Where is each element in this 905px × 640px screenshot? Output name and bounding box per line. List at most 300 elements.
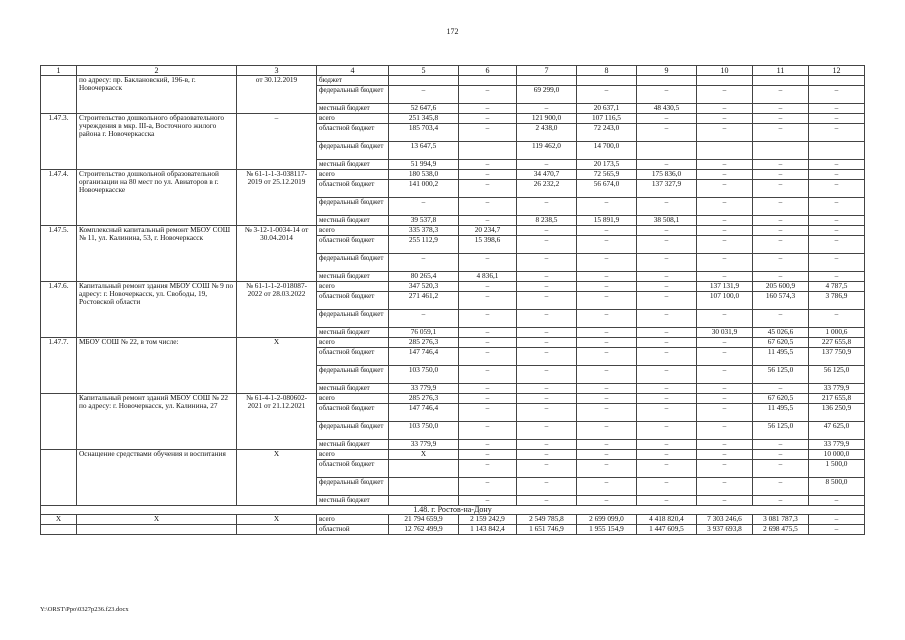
- amount-cell: –: [389, 310, 459, 328]
- amount-cell: –: [697, 394, 753, 404]
- object-name: МБОУ СОШ № 22, в том числе:: [77, 338, 237, 394]
- amount-cell: [637, 142, 697, 160]
- amount-cell: –: [697, 104, 753, 114]
- amount-cell: –: [637, 440, 697, 450]
- amount-cell: 1 500,0: [809, 460, 865, 478]
- amount-cell: –: [577, 478, 637, 496]
- amount-cell: 103 750,0: [389, 422, 459, 440]
- amount-cell: –: [697, 460, 753, 478]
- object-name: Капитальный ремонт зданий МБОУ СОШ № 22 по адресу: г. Новочеркасск, ул. Калинина, 27: [77, 394, 237, 450]
- document-ref: № 61-1-1-3-038117-2019 от 25.12.2019: [237, 170, 317, 226]
- amount-cell: 21 794 659,9: [389, 515, 459, 525]
- amount-cell: 160 574,3: [753, 292, 809, 310]
- amount-cell: –: [459, 384, 517, 394]
- amount-cell: –: [753, 216, 809, 226]
- item-number: 1.47.4.: [41, 170, 77, 226]
- amount-cell: 136 250,9: [809, 404, 865, 422]
- header-row: [41, 66, 865, 76]
- amount-cell: –: [753, 384, 809, 394]
- amount-cell: 51 994,9: [389, 160, 459, 170]
- amount-cell: –: [517, 328, 577, 338]
- object-name: Капитальный ремонт здания МБОУ СОШ № 9 по адресу: г. Новочеркасск, ул. Свободы, 19, Ростовской области: [77, 282, 237, 338]
- amount-cell: 38 508,1: [637, 216, 697, 226]
- funding-source: местный бюджет: [317, 216, 389, 226]
- amount-cell: –: [637, 160, 697, 170]
- amount-cell: –: [577, 254, 637, 272]
- amount-cell: –: [577, 328, 637, 338]
- funding-source: федеральный бюджет: [317, 86, 389, 104]
- amount-cell: 217 655,8: [809, 394, 865, 404]
- amount-cell: 39 537,8: [389, 216, 459, 226]
- funding-source: всего: [317, 515, 389, 525]
- amount-cell: –: [809, 515, 865, 525]
- funding-source: областной бюджет: [317, 348, 389, 366]
- amount-cell: –: [577, 310, 637, 328]
- amount-cell: 13 647,5: [389, 142, 459, 160]
- amount-cell: 20 637,1: [577, 104, 637, 114]
- page-number: 172: [446, 27, 459, 36]
- funding-source: федеральный бюджет: [317, 478, 389, 496]
- funding-source: областной бюджет: [317, 180, 389, 198]
- amount-cell: –: [459, 460, 517, 478]
- table-row: [41, 114, 865, 124]
- amount-cell: –: [637, 226, 697, 236]
- amount-cell: 80 265,4: [389, 272, 459, 282]
- amount-cell: –: [753, 104, 809, 114]
- amount-cell: 227 655,8: [809, 338, 865, 348]
- amount-cell: 26 232,2: [517, 180, 577, 198]
- amount-cell: –: [517, 104, 577, 114]
- amount-cell: –: [577, 366, 637, 384]
- amount-cell: –: [753, 440, 809, 450]
- amount-cell: [77, 525, 237, 535]
- amount-cell: 2 159 242,9: [459, 515, 517, 525]
- amount-cell: –: [697, 450, 753, 460]
- col-header: 6: [459, 66, 517, 76]
- amount-cell: [577, 76, 637, 86]
- amount-cell: 2 698 475,5: [753, 525, 809, 535]
- amount-cell: 7 303 246,6: [697, 515, 753, 525]
- table-row: [41, 76, 865, 86]
- amount-cell: –: [697, 180, 753, 198]
- amount-cell: –: [697, 404, 753, 422]
- amount-cell: –: [753, 236, 809, 254]
- amount-cell: –: [697, 496, 753, 506]
- amount-cell: –: [389, 198, 459, 216]
- funding-source: местный бюджет: [317, 440, 389, 450]
- amount-cell: [459, 76, 517, 86]
- amount-cell: –: [459, 440, 517, 450]
- amount-cell: X: [41, 515, 77, 525]
- amount-cell: 107 116,5: [577, 114, 637, 124]
- amount-cell: 67 620,5: [753, 338, 809, 348]
- amount-cell: 11 495,5: [753, 404, 809, 422]
- funding-source: местный бюджет: [317, 272, 389, 282]
- amount-cell: –: [697, 338, 753, 348]
- amount-cell: –: [637, 394, 697, 404]
- table-row: [41, 226, 865, 236]
- document-ref: X: [237, 450, 317, 506]
- amount-cell: –: [577, 460, 637, 478]
- amount-cell: –: [459, 328, 517, 338]
- amount-cell: –: [637, 496, 697, 506]
- amount-cell: –: [459, 254, 517, 272]
- amount-cell: –: [809, 254, 865, 272]
- amount-cell: 180 538,0: [389, 170, 459, 180]
- amount-cell: –: [577, 450, 637, 460]
- amount-cell: –: [517, 384, 577, 394]
- amount-cell: 4 787,5: [809, 282, 865, 292]
- amount-cell: –: [697, 272, 753, 282]
- amount-cell: [389, 76, 459, 86]
- amount-cell: –: [517, 478, 577, 496]
- amount-cell: 56 125,0: [809, 366, 865, 384]
- amount-cell: –: [697, 254, 753, 272]
- amount-cell: [237, 525, 317, 535]
- amount-cell: –: [637, 422, 697, 440]
- amount-cell: 3 937 693,8: [697, 525, 753, 535]
- amount-cell: –: [517, 366, 577, 384]
- col-header: 12: [809, 66, 865, 76]
- amount-cell: –: [753, 198, 809, 216]
- item-number: 1.47.7.: [41, 338, 77, 394]
- section-title: 1.48. г. Ростов-на-Дону: [41, 506, 865, 515]
- object-name: Строительство дошкольного образовательного учреждения в мкр. III-а, Восточного жилого района г. Новочеркасска: [77, 114, 237, 170]
- amount-cell: 56 674,0: [577, 180, 637, 198]
- amount-cell: –: [517, 348, 577, 366]
- amount-cell: –: [517, 198, 577, 216]
- amount-cell: 72 565,9: [577, 170, 637, 180]
- item-number: 1.47.5.: [41, 226, 77, 282]
- amount-cell: –: [459, 366, 517, 384]
- amount-cell: [41, 525, 77, 535]
- amount-cell: –: [459, 310, 517, 328]
- amount-cell: –: [697, 114, 753, 124]
- amount-cell: –: [517, 496, 577, 506]
- amount-cell: 107 100,0: [697, 292, 753, 310]
- amount-cell: 3 786,9: [809, 292, 865, 310]
- amount-cell: –: [459, 292, 517, 310]
- amount-cell: 4 836,1: [459, 272, 517, 282]
- amount-cell: –: [809, 86, 865, 104]
- amount-cell: 251 345,8: [389, 114, 459, 124]
- object-name: Оснащение средствами обучения и воспитания: [77, 450, 237, 506]
- amount-cell: 137 131,9: [697, 282, 753, 292]
- table-row: [41, 525, 865, 535]
- amount-cell: –: [517, 404, 577, 422]
- amount-cell: –: [697, 348, 753, 366]
- amount-cell: –: [809, 198, 865, 216]
- amount-cell: –: [577, 440, 637, 450]
- amount-cell: –: [753, 170, 809, 180]
- amount-cell: [697, 142, 753, 160]
- amount-cell: –: [637, 198, 697, 216]
- amount-cell: –: [637, 310, 697, 328]
- col-header: 11: [753, 66, 809, 76]
- amount-cell: 141 000,2: [389, 180, 459, 198]
- col-header: 7: [517, 66, 577, 76]
- object-name: Комплексный капитальный ремонт МБОУ СОШ № 11, ул. Калинина, 53, г. Новочеркасск: [77, 226, 237, 282]
- amount-cell: 137 327,9: [637, 180, 697, 198]
- amount-cell: –: [809, 160, 865, 170]
- funding-source: местный бюджет: [317, 160, 389, 170]
- amount-cell: –: [697, 124, 753, 142]
- amount-cell: –: [577, 422, 637, 440]
- amount-cell: 147 746,4: [389, 404, 459, 422]
- funding-source: областной бюджет: [317, 404, 389, 422]
- amount-cell: –: [753, 254, 809, 272]
- amount-cell: –: [517, 310, 577, 328]
- amount-cell: –: [697, 384, 753, 394]
- amount-cell: –: [753, 272, 809, 282]
- amount-cell: –: [577, 282, 637, 292]
- funding-source: федеральный бюджет: [317, 142, 389, 160]
- amount-cell: –: [637, 478, 697, 496]
- amount-cell: –: [753, 450, 809, 460]
- amount-cell: –: [809, 272, 865, 282]
- amount-cell: [517, 76, 577, 86]
- amount-cell: –: [637, 366, 697, 384]
- amount-cell: –: [637, 114, 697, 124]
- amount-cell: [697, 76, 753, 86]
- amount-cell: –: [753, 160, 809, 170]
- amount-cell: X: [77, 515, 237, 525]
- table-row: [41, 338, 865, 348]
- amount-cell: 56 125,0: [753, 422, 809, 440]
- amount-cell: –: [753, 478, 809, 496]
- amount-cell: 185 703,4: [389, 124, 459, 142]
- amount-cell: –: [517, 394, 577, 404]
- col-header: 1: [41, 66, 77, 76]
- amount-cell: –: [577, 348, 637, 366]
- document-ref: № 61-1-1-2-018087-2022 от 28.03.2022: [237, 282, 317, 338]
- amount-cell: –: [697, 160, 753, 170]
- funding-source: федеральный бюджет: [317, 198, 389, 216]
- amount-cell: –: [459, 404, 517, 422]
- amount-cell: 33 779,9: [389, 384, 459, 394]
- funding-source: местный бюджет: [317, 496, 389, 506]
- amount-cell: 147 746,4: [389, 348, 459, 366]
- amount-cell: 56 125,0: [753, 366, 809, 384]
- amount-cell: [637, 76, 697, 86]
- amount-cell: –: [517, 292, 577, 310]
- amount-cell: –: [637, 272, 697, 282]
- amount-cell: –: [637, 384, 697, 394]
- amount-cell: –: [637, 236, 697, 254]
- amount-cell: –: [697, 366, 753, 384]
- amount-cell: –: [697, 440, 753, 450]
- amount-cell: [389, 460, 459, 478]
- amount-cell: –: [753, 226, 809, 236]
- amount-cell: –: [459, 86, 517, 104]
- funding-source: областной: [317, 525, 389, 535]
- amount-cell: –: [577, 292, 637, 310]
- amount-cell: –: [459, 282, 517, 292]
- table-row: [41, 450, 865, 460]
- amount-cell: [389, 478, 459, 496]
- amount-cell: 76 059,1: [389, 328, 459, 338]
- table-row: [41, 282, 865, 292]
- funding-source: всего: [317, 450, 389, 460]
- amount-cell: –: [753, 124, 809, 142]
- amount-cell: –: [809, 226, 865, 236]
- amount-cell: –: [809, 170, 865, 180]
- amount-cell: –: [517, 338, 577, 348]
- amount-cell: –: [517, 272, 577, 282]
- amount-cell: –: [389, 86, 459, 104]
- funding-source: федеральный бюджет: [317, 422, 389, 440]
- amount-cell: 1 447 609,5: [637, 525, 697, 535]
- item-number: [41, 450, 77, 506]
- table-row: [41, 170, 865, 180]
- amount-cell: –: [697, 236, 753, 254]
- amount-cell: 15 891,9: [577, 216, 637, 226]
- amount-cell: –: [577, 384, 637, 394]
- amount-cell: 67 620,5: [753, 394, 809, 404]
- amount-cell: 20 173,5: [577, 160, 637, 170]
- document-ref: № 3-12-1-0034-14 от 30.04.2014: [237, 226, 317, 282]
- amount-cell: 175 836,0: [637, 170, 697, 180]
- amount-cell: –: [809, 310, 865, 328]
- amount-cell: 4 418 820,4: [637, 515, 697, 525]
- amount-cell: –: [517, 450, 577, 460]
- amount-cell: –: [753, 180, 809, 198]
- funding-source: всего: [317, 394, 389, 404]
- amount-cell: [809, 76, 865, 86]
- funding-source: областной бюджет: [317, 236, 389, 254]
- amount-cell: –: [577, 394, 637, 404]
- amount-cell: 285 276,3: [389, 338, 459, 348]
- amount-cell: –: [459, 216, 517, 226]
- amount-cell: –: [577, 404, 637, 422]
- document-ref: от 30.12.2019: [237, 76, 317, 114]
- amount-cell: X: [389, 450, 459, 460]
- amount-cell: –: [809, 180, 865, 198]
- amount-cell: 255 112,9: [389, 236, 459, 254]
- amount-cell: –: [697, 86, 753, 104]
- document-ref: № 61-4-1-2-080602-2021 от 21.12.2021: [237, 394, 317, 450]
- amount-cell: –: [753, 460, 809, 478]
- amount-cell: –: [809, 525, 865, 535]
- amount-cell: –: [459, 124, 517, 142]
- amount-cell: –: [459, 180, 517, 198]
- funding-source: местный бюджет: [317, 104, 389, 114]
- funding-source: областной бюджет: [317, 292, 389, 310]
- amount-cell: –: [577, 226, 637, 236]
- col-header: 2: [77, 66, 237, 76]
- amount-cell: –: [577, 236, 637, 254]
- amount-cell: 15 398,6: [459, 236, 517, 254]
- amount-cell: –: [637, 292, 697, 310]
- amount-cell: –: [459, 104, 517, 114]
- amount-cell: 335 378,3: [389, 226, 459, 236]
- amount-cell: 1 143 842,4: [459, 525, 517, 535]
- amount-cell: –: [517, 254, 577, 272]
- amount-cell: –: [753, 86, 809, 104]
- object-name: Строительство дошкольной образовательной организации на 80 мест по ул. Авиаторов в г. Новочеркасске: [77, 170, 237, 226]
- funding-source: федеральный бюджет: [317, 254, 389, 272]
- amount-cell: –: [809, 216, 865, 226]
- document-ref: X: [237, 338, 317, 394]
- amount-cell: –: [459, 170, 517, 180]
- funding-source: всего: [317, 170, 389, 180]
- amount-cell: 72 243,0: [577, 124, 637, 142]
- funding-source: областной бюджет: [317, 124, 389, 142]
- amount-cell: 3 081 787,3: [753, 515, 809, 525]
- amount-cell: 1 955 154,9: [577, 525, 637, 535]
- amount-cell: 33 779,9: [809, 440, 865, 450]
- amount-cell: 347 520,3: [389, 282, 459, 292]
- amount-cell: 33 779,9: [389, 440, 459, 450]
- amount-cell: –: [637, 460, 697, 478]
- amount-cell: 8 238,5: [517, 216, 577, 226]
- amount-cell: 271 461,2: [389, 292, 459, 310]
- object-name: по адресу: пр. Баклановский, 196-в, г. Новочеркасск: [77, 76, 237, 114]
- amount-cell: –: [459, 338, 517, 348]
- file-path-footer: Y:\ORST\Ppo\0327p236.f23.docx: [40, 606, 129, 613]
- amount-cell: [459, 142, 517, 160]
- amount-cell: –: [577, 272, 637, 282]
- amount-cell: –: [809, 114, 865, 124]
- amount-cell: X: [237, 515, 317, 525]
- funding-source: федеральный бюджет: [317, 310, 389, 328]
- amount-cell: 45 026,6: [753, 328, 809, 338]
- amount-cell: –: [697, 226, 753, 236]
- amount-cell: 2 549 785,8: [517, 515, 577, 525]
- amount-cell: –: [697, 310, 753, 328]
- amount-cell: –: [637, 404, 697, 422]
- amount-cell: 47 625,0: [809, 422, 865, 440]
- amount-cell: –: [459, 422, 517, 440]
- amount-cell: –: [697, 170, 753, 180]
- amount-cell: –: [517, 226, 577, 236]
- amount-cell: –: [517, 422, 577, 440]
- amount-cell: –: [637, 348, 697, 366]
- amount-cell: –: [459, 198, 517, 216]
- amount-cell: –: [459, 478, 517, 496]
- amount-cell: –: [809, 236, 865, 254]
- amount-cell: 121 900,0: [517, 114, 577, 124]
- item-number: 1.47.3.: [41, 114, 77, 170]
- amount-cell: –: [637, 338, 697, 348]
- amount-cell: –: [577, 86, 637, 104]
- amount-cell: –: [697, 478, 753, 496]
- amount-cell: 20 234,7: [459, 226, 517, 236]
- amount-cell: 2 699 099,0: [577, 515, 637, 525]
- amount-cell: –: [637, 254, 697, 272]
- amount-cell: 137 750,9: [809, 348, 865, 366]
- amount-cell: –: [517, 440, 577, 450]
- item-number: [41, 394, 77, 450]
- amount-cell: –: [459, 348, 517, 366]
- funding-source: федеральный бюджет: [317, 366, 389, 384]
- amount-cell: –: [459, 496, 517, 506]
- amount-cell: 1 000,6: [809, 328, 865, 338]
- amount-cell: 103 750,0: [389, 366, 459, 384]
- table-row: [41, 394, 865, 404]
- funding-source: местный бюджет: [317, 384, 389, 394]
- amount-cell: –: [577, 338, 637, 348]
- amount-cell: 14 700,0: [577, 142, 637, 160]
- amount-cell: [809, 142, 865, 160]
- amount-cell: 12 762 499,9: [389, 525, 459, 535]
- amount-cell: –: [517, 282, 577, 292]
- budget-table: [40, 65, 865, 535]
- col-header: 5: [389, 66, 459, 76]
- amount-cell: –: [753, 114, 809, 124]
- funding-source: местный бюджет: [317, 328, 389, 338]
- funding-source: всего: [317, 226, 389, 236]
